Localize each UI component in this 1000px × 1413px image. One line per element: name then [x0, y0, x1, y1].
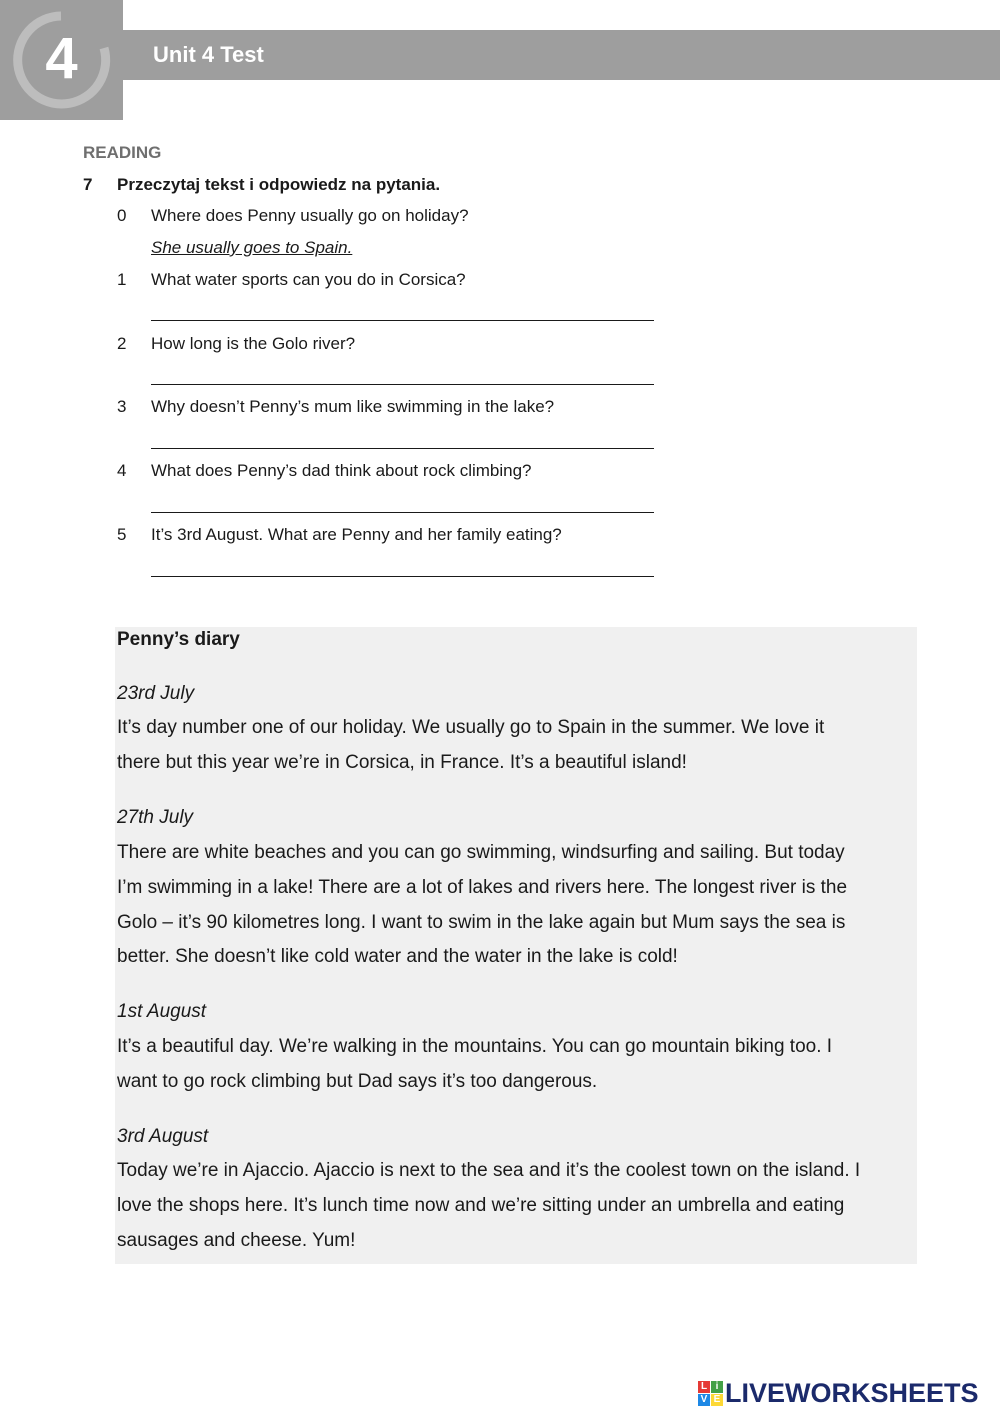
diary-line: Golo – it’s 90 kilometres long. I want to swim in the lake again but Mum says the sea is: [117, 911, 846, 933]
diary-line: there but this year we’re in Corsica, in France. It’s a beautiful island!: [117, 751, 687, 773]
question-text: It’s 3rd August. What are Penny and her family eating?: [151, 525, 562, 544]
question-text: Why doesn’t Penny’s mum like swimming in the lake?: [151, 397, 555, 416]
diary-line: There are white beaches and you can go swimming, windsurfing and sailing. But today: [117, 842, 845, 863]
diary-line: better. She doesn’t like cold water and the water in the lake is cold!: [117, 946, 678, 968]
diary-line: sausages and cheese. Yum!: [117, 1229, 356, 1251]
diary-title: Penny’s diary: [117, 629, 240, 650]
answer-line-4[interactable]: [151, 512, 654, 513]
diary-entry-date: 27th July: [117, 807, 194, 828]
question-number: 2: [117, 334, 127, 353]
question-number: 5: [117, 525, 127, 544]
question-text: How long is the Golo river?: [151, 334, 356, 353]
page-title: Unit 4 Test: [153, 42, 264, 67]
diary-entry-text: [117, 836, 917, 975]
logo-cell: L: [698, 1381, 710, 1393]
diary-line: love the shops here. It’s lunch time now and we’re sitting under an umbrella and eating: [117, 1194, 845, 1216]
exercise-number: 7: [83, 175, 93, 194]
unit-badge: [0, 0, 123, 120]
question-text: Where does Penny usually go on holiday?: [151, 206, 469, 225]
question-text: What water sports can you do in Corsica?: [151, 270, 466, 289]
answer-line-5[interactable]: [151, 576, 654, 577]
diary-line: Today we’re in Ajaccio. Ajaccio is next to the sea and it’s the coolest town on the island. I: [117, 1160, 861, 1181]
diary-line: I’m swimming in a lake! There are a lot of lakes and rivers here. The longest river is the: [117, 876, 848, 898]
diary-line: want to go rock climbing but Dad says it’s too dangerous.: [117, 1070, 598, 1092]
question-number: 4: [117, 461, 127, 480]
liveworksheets-logo-icon: [698, 1381, 723, 1406]
diary-line: It’s day number one of our holiday. We usually go to Spain in the summer. We love it: [117, 717, 825, 738]
header-bar: [123, 30, 1000, 80]
logo-cell: V: [698, 1394, 710, 1406]
question-number: 0: [117, 206, 127, 225]
liveworksheets-logo-text: LIVEWORKSHEETS: [725, 1378, 979, 1408]
section-label: READING: [83, 143, 162, 162]
diary-entry-text: [117, 1154, 917, 1258]
exercise-instruction: Przeczytaj tekst i odpowiedz na pytania.: [117, 175, 441, 194]
example-answer: She usually goes to Spain.: [151, 238, 353, 257]
logo-cell: i: [711, 1381, 723, 1393]
unit-number: 4: [45, 26, 78, 91]
diary-entry-text: [117, 711, 917, 781]
diary-line: It’s a beautiful day. We’re walking in the mountains. You can go mountain biking too. I: [117, 1036, 833, 1057]
diary-entry-date: 3rd August: [117, 1126, 209, 1147]
answer-line-2[interactable]: [151, 384, 654, 385]
answer-line-3[interactable]: [151, 448, 654, 449]
diary-entry-text: [117, 1030, 917, 1100]
answer-line-1[interactable]: [151, 320, 654, 321]
logo-cell: E: [711, 1394, 723, 1406]
diary-entry-date: 1st August: [117, 1001, 207, 1022]
diary-entry-date: 23rd July: [117, 683, 195, 704]
question-text: What does Penny’s dad think about rock climbing?: [151, 461, 532, 480]
question-number: 3: [117, 397, 127, 416]
liveworksheets-watermark[interactable]: [698, 1377, 979, 1409]
question-number: 1: [117, 270, 127, 289]
